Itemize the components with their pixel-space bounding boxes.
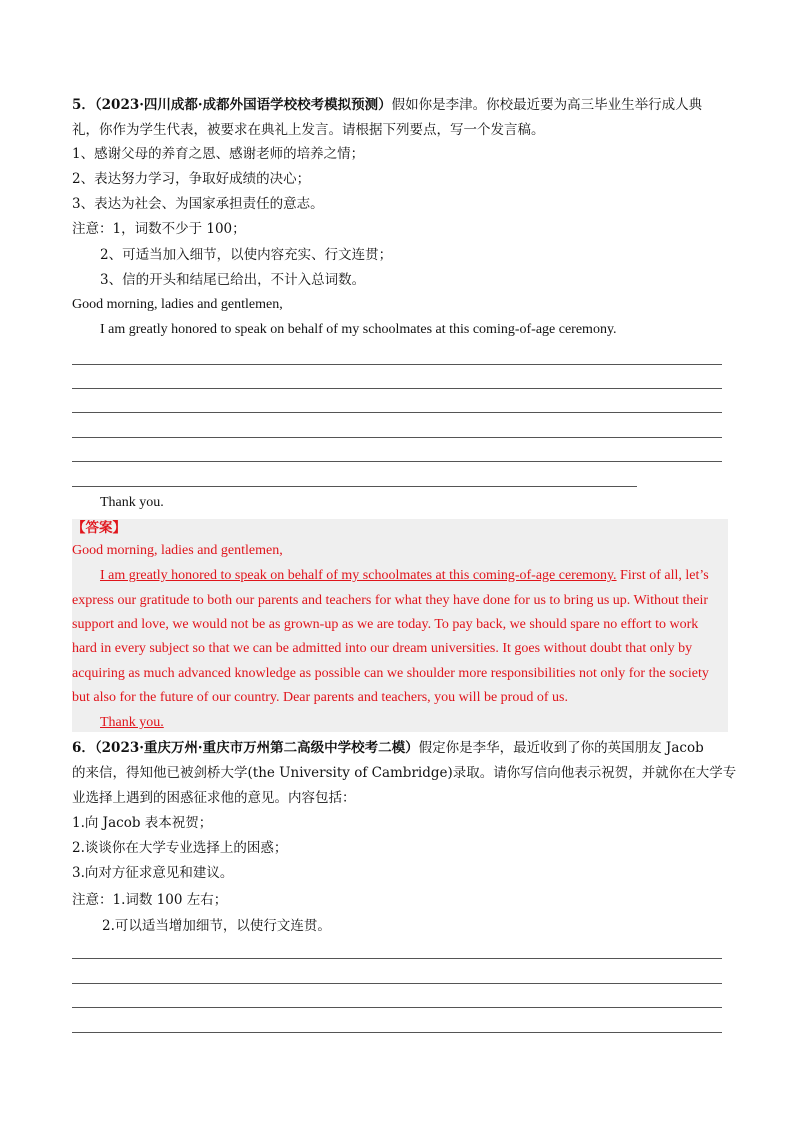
q5-point-3: 3、表达为社会、为国家承担责任的意志。 — [72, 196, 324, 212]
q6-heading — [72, 738, 704, 758]
writing-line — [72, 437, 722, 438]
writing-line — [72, 1032, 722, 1033]
q5-heading — [72, 95, 702, 115]
q6-prompt-line3: 业选择上遇到的困惑征求他的意见。内容包括： — [72, 790, 356, 806]
answer-greeting: Good morning, ladies and gentlemen, — [72, 543, 283, 558]
q5-note-2: 2、可适当加入细节，以使内容充实、行文连贯； — [100, 247, 393, 263]
q5-number: 5． — [72, 97, 95, 113]
answer-line-3: support and love, we would not be as grown-up as we are today. To pay back, we should spare no effort to work — [72, 617, 699, 632]
answer-line-5: acquiring as much advanced knowledge as possible can we shoulder more responsibilities not only for the society — [72, 666, 709, 681]
q6-point-3: 3.向对方征求意见和建议。 — [72, 865, 234, 881]
q6-note-2: 2.可以适当增加细节，以使行文连贯。 — [102, 918, 331, 934]
answer-line-6: but also for the future of our country. Dear parents and teachers, you will be proud of us. — [72, 690, 568, 705]
q5-note-3: 3、信的开头和结尾已给出，不计入总词数。 — [100, 272, 366, 288]
writing-line — [72, 486, 637, 487]
answer-line1-rest: First of all, let’s — [616, 568, 709, 583]
writing-line — [72, 388, 722, 389]
q6-note-1: 注意：1.词数 100 左右； — [72, 892, 228, 908]
q5-note-1: 注意：1，词数不少于 100； — [72, 221, 246, 237]
q5-prompt-line2: 礼，你作为学生代表，被要求在典礼上发言。请根据下列要点，写一个发言稿。 — [72, 122, 545, 138]
q5-point-2: 2、表达努力学习，争取好成绩的决心； — [72, 171, 311, 187]
q5-prompt-line1: 假如你是李津。你校最近要为高三毕业生举行成人典 — [391, 97, 703, 113]
q6-prompt-line2: 的来信，得知他已被剑桥大学(the University of Cambridge)录取。请你写信向他表示祝贺，并就你在大学专 — [72, 765, 737, 781]
answer-closing: Thank you. — [100, 715, 164, 730]
q5-point-1: 1、感谢父母的养育之恩、感谢老师的培养之情； — [72, 146, 365, 162]
writing-line — [72, 412, 722, 413]
writing-line — [72, 364, 722, 365]
writing-line — [72, 983, 722, 984]
q5-source: （2023·四川成都·成都外国语学校校考模拟预测） — [94, 97, 392, 113]
answer-line-2: express our gratitude to both our parents and teachers for what they have done for us to bring us up. Without their — [72, 593, 709, 608]
q5-opening: I am greatly honored to speak on behalf of my schoolmates at this coming-of-age ceremony. — [100, 322, 617, 337]
writing-line — [72, 1007, 722, 1008]
q5-greeting: Good morning, ladies and gentlemen, — [72, 297, 283, 312]
writing-line — [72, 958, 722, 959]
q6-point-2: 2.谈谈你在大学专业选择上的困惑； — [72, 840, 288, 856]
q5-closing: Thank you. — [100, 495, 164, 510]
answer-first-sentence: I am greatly honored to speak on behalf of my schoolmates at this coming-of-age ceremony. — [100, 568, 617, 583]
answer-label: 【答案】 — [72, 520, 126, 536]
q6-source: （2023·重庆万州·重庆市万州第二高级中学校考二模） — [94, 740, 419, 756]
q6-prompt-line1: 假定你是李华，最近收到了你的英国朋友 Jacob — [418, 740, 704, 756]
answer-line-4: hard in every subject so that we can be admitted into our dream universities. It goes without doubt that only by — [72, 641, 693, 656]
q6-number: 6． — [72, 740, 95, 756]
answer-line-1 — [100, 566, 709, 586]
q6-point-1: 1.向 Jacob 表本祝贺； — [72, 815, 213, 831]
writing-line — [72, 461, 722, 462]
